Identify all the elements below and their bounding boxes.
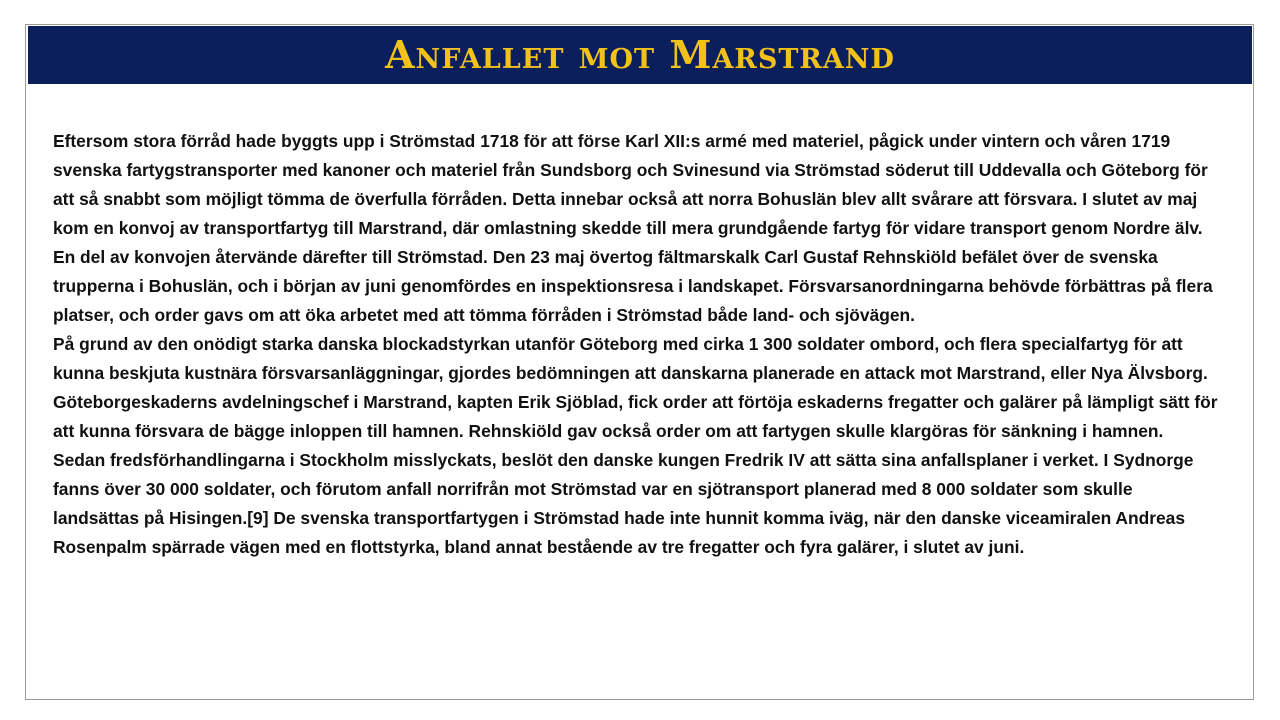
slide-title: Anfallet mot Marstrand [385, 32, 895, 77]
paragraph-3: Sedan fredsförhandlingarna i Stockholm misslyckats, beslöt den danske kungen Fredrik IV att sätta sina anfallsplaner i verket. I Sydnorge fanns över 30 000 soldater, och förutom anfall norrifrån mot Strömstad var en sjötransport planerad med 8 000 soldater som skulle landsättas på Hisingen.[9] De svenska transportfartygen i Strömstad hade inte hunnit komma iväg, när den danske viceamiralen Andreas Rosenpalm spärrade vägen med en flottstyrka, bland annat bestående av tre fregatter och fyra galärer, i slutet av juni. [53, 450, 1194, 557]
slide [25, 24, 1254, 700]
paragraph-1: Eftersom stora förråd hade byggts upp i Strömstad 1718 för att förse Karl XII:s armé med materiel, pågick under vintern och våren 1719 svenska fartygstransporter med kanoner och materiel från Sundsborg och Svinesund via Strömstad söderut till Uddevalla och Göteborg för att så snabbt som möjligt tömma de överfulla förråden. Detta innebar också att norra Bohuslän blev allt svårare att försvara. I slutet av maj kom en konvoj av transportfartyg till Marstrand, där omlastning skedde till mera grundgående fartyg för vidare transport genom Nordre älv. En del av konvojen återvände därefter till Strömstad. Den 23 maj övertog fältmarskalk Carl Gustaf Rehnskiöld befälet över de svenska trupperna i Bohuslän, och i början av juni genomfördes en inspektionsresa i landskapet. Försvarsanordningarna behövde förbättras på flera platser, och order gavs om att öka arbetet med att tömma förråden i Strömstad både land- och sjövägen. [53, 131, 1213, 325]
title-bar [28, 26, 1252, 84]
paragraph-2: På grund av den onödigt starka danska blockadstyrkan utanför Göteborg med cirka 1 300 soldater ombord, och flera specialfartyg för att kunna beskjuta kustnära försvarsanläggningar, gjordes bedömningen att danskarna planerade en attack mot Marstrand, eller Nya Älvsborg. Göteborgeskaderns avdelningschef i Marstrand, kapten Erik Sjöblad, fick order att förtöja eskaderns fregatter och galärer på lämpligt sätt för att kunna försvara de bägge inloppen till hamnen. Rehnskiöld gav också order om att fartygen skulle klargöras för sänkning i hamnen. [53, 334, 1218, 441]
slide-body [53, 127, 1223, 562]
